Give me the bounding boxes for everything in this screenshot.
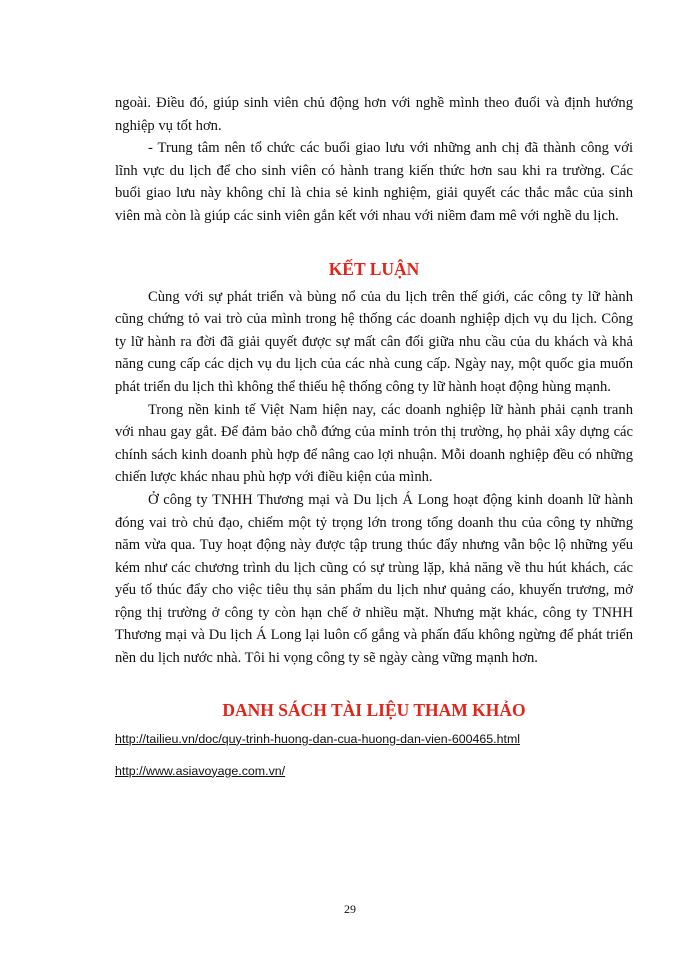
reference-link-tailieu[interactable]: http://tailieu.vn/doc/quy-trinh-huong-dan-cua-huong-dan-vien-600465.html	[115, 731, 521, 746]
page-body	[115, 92, 633, 781]
conclusion-heading: KẾT LUẬN	[328, 258, 420, 279]
intro-paragraph-continuation: ngoài. Điều đó, giúp sinh viên chủ động hơn với nghề mình theo đuổi và định hướng nghiệp vụ tốt hơn.	[115, 95, 633, 134]
conclusion-paragraph-1: Cùng với sự phát triển và bùng nổ của du lịch trên thế giới, các công ty lữ hành cũng chứng tỏ vai trò của mình trong hệ thống các doanh nghiệp dịch vụ du lịch. Công ty lữ hành ra đời đã giải quyết được sự mất cân đối giữa nhu cầu của du khách và khả năng cung cấp các dịch vụ du lịch của các nhà cung cấp. Ngày nay, một quốc gia muốn phát triển du lịch thì không thể thiếu hệ thống công ty lữ hành hoạt động hùng mạnh.	[115, 288, 633, 395]
conclusion-paragraph-2: Trong nền kinh tế Việt Nam hiện nay, các doanh nghiệp lữ hành phải cạnh tranh với nhau gay gắt. Để đảm bảo chỗ đứng của mỉnh trỏn thị trường, họ phải xây dựng các chính sách kinh doanh phù hợp để nâng cao lợi nhuận. Mỗi doanh nghiệp đều có những chiến lược khác nhau phù hợp với điều kiện của mình.	[115, 401, 633, 486]
conclusion-paragraph-3: Ở công ty TNHH Thương mại và Du lịch Á Long hoạt động kinh doanh lữ hành đóng vai trò chủ đạo, chiếm một tỷ trọng lớn trong tổng doanh thu của công ty những năm vừa qua. Tuy hoạt động này được tập trung thúc đẩy nhưng vẫn bộc lộ những yếu kém như các chương trình du lịch cũng có sự trùng lặp, khả năng về thu hút khách, các yếu tố thúc đẩy cho việc tiêu thụ sản phẩm du lịch như quảng cáo, khuyến trương, mở rộng thị trường ở công ty còn hạn chế ở nhiều mặt. Nhưng mặt khác, công ty TNHH Thương mại và Du lịch Á Long lại luôn cố gắng và phấn đấu không ngừng để phát triển nền du lịch nước nhà. Tôi hi vọng công ty sẽ ngày càng vững mạnh hơn.	[115, 491, 633, 667]
page-number: 29	[344, 902, 356, 916]
references-heading: DANH SÁCH TÀI LIỆU THAM KHẢO	[222, 699, 526, 720]
intro-paragraph-recommendation: - Trung tâm nên tổ chức các buổi giao lưu với những anh chị đã thành công với lĩnh vực du lịch để cho sinh viên có hành trang kiến thức hơn sau khi ra trường. Các buổi giao lưu này không chỉ là chia sẻ kinh nghiệm, giải quyết các thắc mắc của sinh viên mà còn là giúp các sinh viên gắn kết với nhau với niềm đam mê với nghề du lịch.	[115, 140, 633, 224]
reference-link-asiavoyage[interactable]: http://www.asiavoyage.com.vn/	[115, 763, 286, 778]
